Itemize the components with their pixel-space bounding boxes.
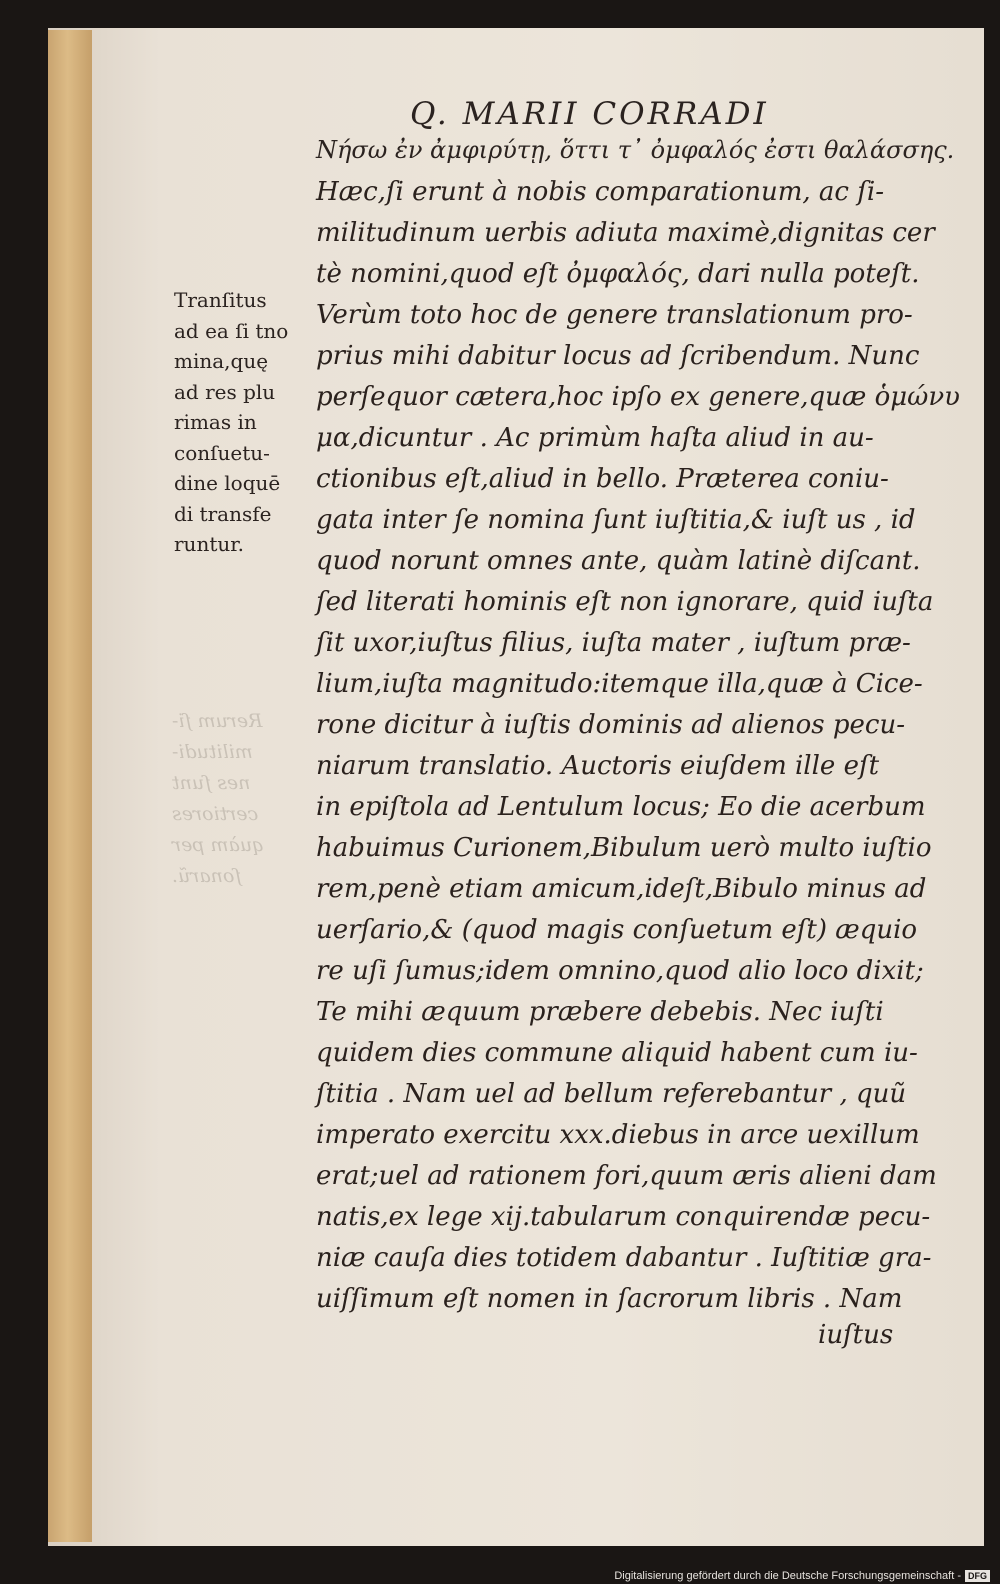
text-line: imperato exercitu xxx.diebus in arce uexillum [316,1120,920,1150]
text-line: gata inter ſe nomina ſunt iuſtitia,& iuſt us , id [316,505,916,535]
marginal-line: conſuetu- [174,440,270,465]
body-text [316,172,964,1320]
text-line: Hæc,ſi erunt à nobis comparationum, ac ſi- [316,177,884,207]
dfg-logo: DFG [965,1570,990,1582]
text-line: ſtitia . Nam uel ad bellum referebantur , quũ [316,1079,907,1109]
text-line: lium,iuſta magnitudo:itemque illa,quæ à Cice- [316,669,923,699]
marginal-line: di transfe [174,501,272,526]
text-line: Verùm toto hoc de genere translationum pro- [316,300,913,330]
text-line: uerſario,& (quod magis conſuetum eſt) æquio [316,915,918,945]
funding-footer [614,1570,990,1582]
catchword: iuſtus [818,1320,894,1350]
greek-quotation: Νήσω ἐν ἀμφιρύτῃ, ὅττι τ᾽ ὀμφαλός ἐστι θαλάσσης. [316,136,955,164]
bleed-through-text: Rerum ſi- militudi- nes ſunt certiores quàm per ſonarũ. [172,710,265,887]
text-line: habuimus Curionem,Bibulum uerò multo iuſtio [316,833,932,863]
marginal-line: dine loquē [174,471,281,495]
text-line: rone dicitur à iuſtis dominis ad alienos pecu- [316,710,906,740]
marginal-line: Tranſitus [174,288,267,312]
text-line: prius mihi dabitur locus ad ſcribendum. Nunc [316,341,920,371]
text-line: quidem dies commune aliquid habent cum iu- [316,1038,918,1068]
marginal-note [174,285,314,560]
text-line: re uſi ſumus;idem omnino,quod alio loco dixit; [316,956,924,986]
text-line: niarum translatio. Auctoris eiuſdem ille eſt [316,751,880,781]
marginal-line: rimas in [174,410,257,434]
marginal-line: runtur. [174,532,244,556]
text-line: in epiſtola ad Lentulum locus; Eo die acerbum [316,792,926,822]
text-line: ſed literati hominis eſt non ignorare, quid iuſta [316,587,934,617]
text-line: tè nomini,quod eſt ὀμφαλός, dari nulla poteſt. [316,259,920,289]
text-line: ctionibus eſt,aliud in bello. Præterea coniu- [316,464,889,494]
text-line: uiſſimum eſt nomen in ſacrorum libris . Nam [316,1284,903,1314]
text-line: militudinum uerbis adiuta maximè,dignitas cer [316,218,935,248]
text-line: μα,dicuntur . Ac primùm haſta aliud in au- [316,423,874,453]
text-line: niæ cauſa dies totidem dabantur . Iuſtitiæ gra- [316,1243,932,1273]
marginal-line: ad ea ſi tno [174,318,289,343]
marginal-line: mina,quę [174,349,269,373]
text-line: quod norunt omnes ante, quàm latinè diſcant. [316,546,921,576]
marginal-line: ad res plu [174,379,276,404]
text-line: Te mihi æquum præbere debebis. Nec iuſti [316,997,884,1027]
text-line: rem,penè etiam amicum,ideſt,Bibulo minus ad [316,874,927,904]
footer-text: Digitalisierung gefördert durch die Deutsche Forschungsgemeinschaft - [614,1570,961,1582]
text-line: natis,ex lege xij.tabularum conquirendæ pecu- [316,1202,931,1232]
text-line: erat;uel ad rationem fori,quum æris alieni dam [316,1161,937,1191]
running-head: Q. MARII CORRADI [410,96,769,132]
text-line: perſequor cætera,hoc ipſo ex genere,quæ ὁμώνυ [316,382,960,412]
text-line: ſit uxor,iuſtus filius, iuſta mater , iuſtum præ- [316,628,911,658]
book-spine-edge [48,30,92,1542]
